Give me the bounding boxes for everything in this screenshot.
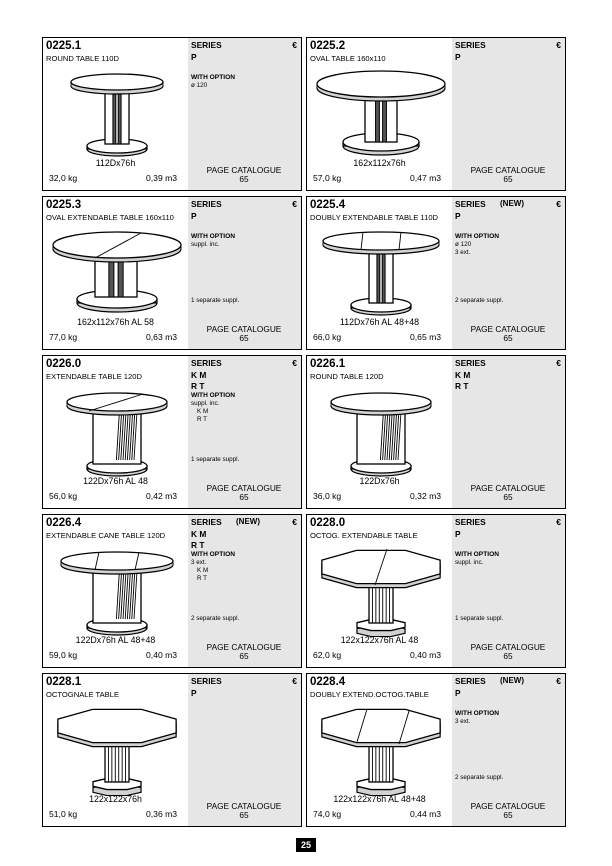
product-weight: 57,0 kg — [313, 173, 342, 183]
product-code: 0225.2 — [310, 40, 346, 52]
finish-code: P — [191, 211, 197, 221]
product-weight: 51,0 kg — [49, 809, 78, 819]
option-subline: R T — [197, 416, 208, 423]
page-catalogue-ref: 65 — [239, 650, 249, 661]
product-volume: 0,47 m3 — [410, 173, 442, 183]
page-number: 25 — [296, 838, 316, 852]
option-block — [191, 392, 235, 424]
finish-code: R T — [191, 381, 205, 391]
finish-code: P — [455, 688, 461, 698]
card-info — [307, 515, 452, 667]
finish-code: K M — [455, 370, 471, 380]
card-info — [307, 38, 452, 190]
product-weight: 77,0 kg — [49, 332, 78, 342]
option-line: suppl. inc. — [191, 241, 220, 248]
currency-symbol: € — [556, 676, 561, 686]
card-info — [307, 197, 452, 349]
product-dimensions: 122Dx76h AL 48+48 — [75, 635, 156, 645]
page-catalogue-ref: 65 — [503, 809, 513, 820]
finish-list — [191, 529, 206, 551]
finish-list — [191, 370, 206, 392]
series-label: SERIES — [455, 199, 486, 209]
series-label: SERIES — [455, 40, 486, 50]
product-card — [306, 355, 566, 509]
product-weight: 62,0 kg — [313, 650, 342, 660]
product-dimensions: 122x122x76h AL 48+48 — [333, 794, 426, 804]
product-card — [306, 514, 566, 668]
card-pricing-panel — [188, 356, 301, 508]
product-card — [306, 673, 566, 827]
page-catalogue — [188, 325, 300, 342]
table-illustration — [49, 66, 185, 160]
currency-symbol: € — [292, 517, 297, 527]
option-title: WITH OPTION — [191, 74, 235, 81]
product-dimensions: 122x122x76h AL 48 — [340, 635, 419, 645]
page-catalogue-ref: 65 — [503, 491, 513, 502]
finish-code: P — [191, 52, 197, 62]
page-catalogue-label: PAGE CATALOGUE — [470, 801, 546, 811]
product-volume: 0,44 m3 — [410, 809, 442, 819]
finish-list — [455, 529, 461, 540]
table-illustration — [49, 543, 185, 637]
finish-list — [455, 688, 461, 699]
product-card — [42, 196, 302, 350]
option-line: ø 120 — [455, 241, 472, 248]
product-volume: 0,36 m3 — [146, 809, 178, 819]
product-volume: 0,39 m3 — [146, 173, 178, 183]
finish-code: P — [455, 52, 461, 62]
product-dimensions: 122Dx76h — [359, 476, 400, 486]
product-weight: 66,0 kg — [313, 332, 342, 342]
currency-symbol: € — [292, 676, 297, 686]
separate-supplement: 2 separate suppl. — [455, 774, 504, 781]
card-info — [43, 515, 188, 667]
product-weight: 74,0 kg — [313, 809, 342, 819]
series-label: SERIES — [191, 199, 222, 209]
page-catalogue-label: PAGE CATALOGUE — [206, 165, 282, 175]
finish-code: P — [455, 529, 461, 539]
option-title: WITH OPTION — [455, 710, 499, 717]
product-code: 0226.0 — [46, 358, 82, 370]
page-catalogue — [452, 166, 564, 183]
finish-list — [455, 370, 470, 392]
page-catalogue — [188, 166, 300, 183]
card-info — [43, 674, 188, 826]
product-code: 0228.0 — [310, 517, 346, 529]
option-block — [191, 74, 235, 90]
separate-supplement: 1 separate suppl. — [191, 297, 240, 304]
card-info — [307, 356, 452, 508]
series-label: SERIES — [191, 517, 222, 527]
product-card — [42, 673, 302, 827]
product-card — [42, 355, 302, 509]
separate-supplement: 2 separate suppl. — [455, 297, 504, 304]
card-pricing-panel — [452, 515, 565, 667]
product-code: 0226.1 — [310, 358, 346, 370]
product-weight: 56,0 kg — [49, 491, 78, 501]
separate-supplement: 2 separate suppl. — [191, 615, 240, 622]
product-name: EXTENDABLE CANE TABLE 120D — [46, 531, 166, 540]
product-card — [42, 37, 302, 191]
table-illustration — [313, 384, 449, 478]
finish-code: K M — [191, 370, 207, 380]
page-catalogue-label: PAGE CATALOGUE — [470, 483, 546, 493]
product-name: EXTENDABLE TABLE 120D — [46, 372, 142, 381]
page-catalogue-ref: 65 — [239, 491, 249, 502]
option-line: 3 ext. — [455, 249, 471, 256]
new-badge: (NEW) — [500, 676, 524, 685]
product-code: 0228.4 — [310, 676, 346, 688]
product-dimensions: 162x112x76h AL 58 — [77, 317, 154, 327]
table-illustration — [49, 384, 185, 478]
card-pricing-panel — [188, 38, 301, 190]
currency-symbol: € — [556, 199, 561, 209]
finish-list — [191, 52, 197, 63]
card-pricing-panel — [188, 197, 301, 349]
page-catalogue-ref: 65 — [503, 650, 513, 661]
page-catalogue — [452, 802, 564, 819]
card-pricing-panel — [452, 38, 565, 190]
option-subline: K M — [197, 408, 209, 415]
product-dimensions: 122x122x76h — [89, 794, 142, 804]
option-title: WITH OPTION — [191, 392, 235, 399]
product-weight: 32,0 kg — [49, 173, 78, 183]
product-dimensions: 122Dx76h AL 48 — [83, 476, 148, 486]
product-name: OVAL EXTENDABLE TABLE 160x110 — [46, 213, 174, 222]
product-volume: 0,42 m3 — [146, 491, 178, 501]
product-code: 0226.4 — [46, 517, 82, 529]
page-catalogue — [452, 325, 564, 342]
page-catalogue-ref: 65 — [239, 173, 249, 184]
separate-supplement: 1 separate suppl. — [455, 615, 504, 622]
card-pricing-panel — [452, 197, 565, 349]
currency-symbol: € — [556, 40, 561, 50]
card-info — [43, 197, 188, 349]
finish-code: K M — [191, 529, 207, 539]
series-label: SERIES — [191, 676, 222, 686]
card-pricing-panel — [188, 515, 301, 667]
card-pricing-panel — [452, 674, 565, 826]
table-illustration — [313, 702, 449, 796]
finish-code: P — [191, 688, 197, 698]
option-block — [191, 233, 235, 249]
option-subline: K M — [197, 567, 209, 574]
product-name: DOUBLY EXTEND.OCTOG.TABLE — [310, 690, 429, 699]
finish-list — [191, 211, 197, 222]
separate-supplement: 1 separate suppl. — [191, 456, 240, 463]
product-volume: 0,40 m3 — [146, 650, 178, 660]
currency-symbol: € — [292, 358, 297, 368]
table-illustration — [49, 702, 185, 796]
product-dimensions: 112Dx76h — [95, 158, 136, 168]
table-illustration — [313, 225, 449, 319]
option-block — [455, 233, 499, 257]
table-illustration — [313, 543, 449, 637]
card-info — [307, 674, 452, 826]
page-catalogue-label: PAGE CATALOGUE — [470, 165, 546, 175]
page-catalogue-label: PAGE CATALOGUE — [206, 483, 282, 493]
series-label: SERIES — [455, 358, 486, 368]
product-weight: 59,0 kg — [49, 650, 78, 660]
card-info — [43, 356, 188, 508]
product-volume: 0,32 m3 — [410, 491, 442, 501]
product-card — [42, 514, 302, 668]
page-catalogue-ref: 65 — [239, 332, 249, 343]
page-catalogue-ref: 65 — [503, 332, 513, 343]
product-code: 0225.1 — [46, 40, 82, 52]
product-name: DOUBLY EXTENDABLE TABLE 110D — [310, 213, 439, 222]
page-catalogue — [188, 802, 300, 819]
table-illustration — [313, 66, 449, 160]
currency-symbol: € — [292, 40, 297, 50]
product-name: OCTOGNALE TABLE — [46, 690, 120, 699]
product-name: OVAL TABLE 160x110 — [310, 54, 386, 63]
product-card — [306, 37, 566, 191]
option-title: WITH OPTION — [191, 233, 235, 240]
card-pricing-panel — [452, 356, 565, 508]
product-code: 0228.1 — [46, 676, 82, 688]
product-volume: 0,40 m3 — [410, 650, 442, 660]
currency-symbol: € — [556, 358, 561, 368]
page-catalogue-ref: 65 — [503, 173, 513, 184]
series-label: SERIES — [455, 676, 486, 686]
page-catalogue-label: PAGE CATALOGUE — [206, 324, 282, 334]
option-block — [455, 710, 499, 726]
option-block — [191, 551, 235, 583]
product-name: ROUND TABLE 120D — [310, 372, 384, 381]
option-title: WITH OPTION — [455, 551, 499, 558]
option-title: WITH OPTION — [455, 233, 499, 240]
finish-list — [191, 688, 197, 699]
finish-list — [455, 211, 461, 222]
finish-code: R T — [455, 381, 469, 391]
finish-code: R T — [191, 540, 205, 550]
option-line: 3 ext. — [455, 718, 471, 725]
product-dimensions: 112Dx76h AL 48+48 — [340, 317, 419, 327]
option-subline: R T — [197, 575, 208, 582]
product-volume: 0,65 m3 — [410, 332, 442, 342]
page-catalogue — [452, 484, 564, 501]
product-name: ROUND TABLE 110D — [46, 54, 120, 63]
page-catalogue-label: PAGE CATALOGUE — [470, 324, 546, 334]
table-illustration — [49, 225, 185, 319]
currency-symbol: € — [292, 199, 297, 209]
new-badge: (NEW) — [236, 517, 260, 526]
product-name: OCTOG. EXTENDABLE TABLE — [310, 531, 418, 540]
page-catalogue-label: PAGE CATALOGUE — [206, 642, 282, 652]
product-card — [306, 196, 566, 350]
series-label: SERIES — [191, 40, 222, 50]
option-line: suppl. inc. — [455, 559, 484, 566]
page-catalogue — [452, 643, 564, 660]
page-catalogue-ref: 65 — [239, 809, 249, 820]
page-catalogue-label: PAGE CATALOGUE — [206, 801, 282, 811]
option-line: ø 120 — [191, 82, 208, 89]
option-line: 3 ext. — [191, 559, 207, 566]
series-label: SERIES — [191, 358, 222, 368]
option-line: suppl. inc. — [191, 400, 220, 407]
product-dimensions: 162x112x76h — [353, 158, 406, 168]
page-catalogue — [188, 643, 300, 660]
option-title: WITH OPTION — [191, 551, 235, 558]
product-weight: 36,0 kg — [313, 491, 342, 501]
card-info — [43, 38, 188, 190]
product-code: 0225.3 — [46, 199, 82, 211]
product-volume: 0,63 m3 — [146, 332, 178, 342]
finish-list — [455, 52, 461, 63]
series-label: SERIES — [455, 517, 486, 527]
card-pricing-panel — [188, 674, 301, 826]
finish-code: P — [455, 211, 461, 221]
product-code: 0225.4 — [310, 199, 346, 211]
option-block — [455, 551, 499, 567]
page-catalogue-label: PAGE CATALOGUE — [470, 642, 546, 652]
currency-symbol: € — [556, 517, 561, 527]
new-badge: (NEW) — [500, 199, 524, 208]
page-catalogue — [188, 484, 300, 501]
